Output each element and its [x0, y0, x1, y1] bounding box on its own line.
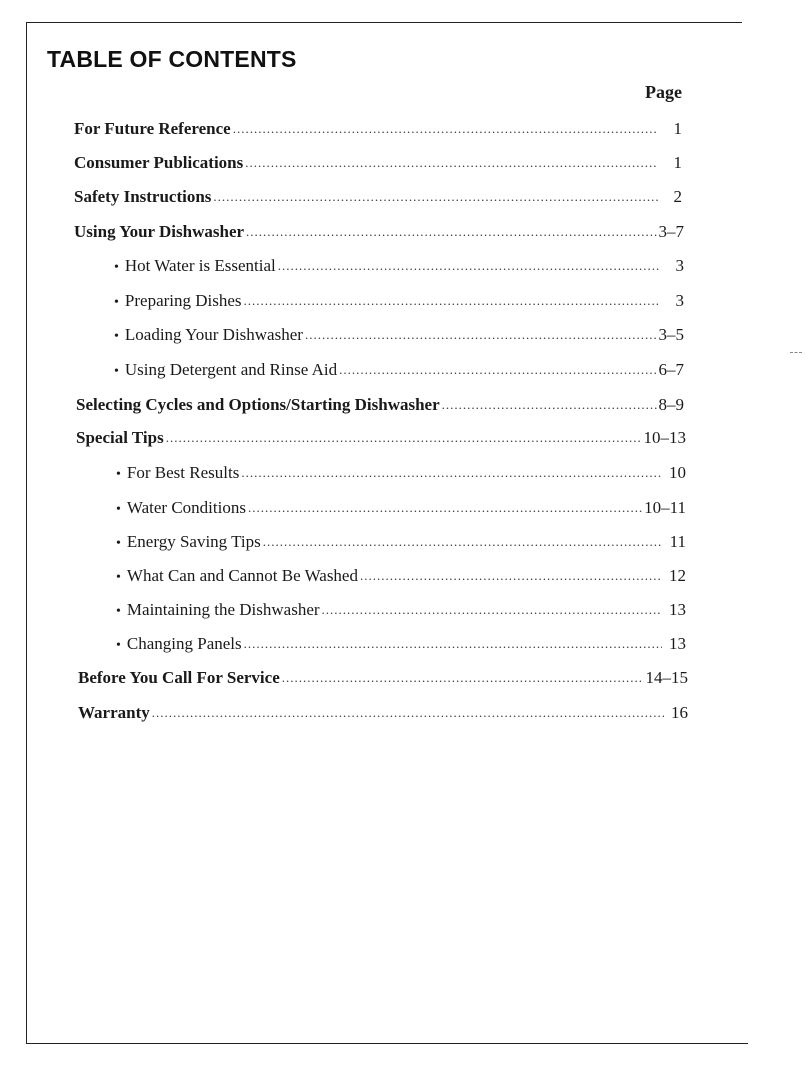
dot-leader	[244, 632, 662, 656]
dot-leader	[233, 117, 658, 141]
toc-entry-label: Safety Instructions	[74, 187, 212, 206]
toc-entry-using-detergent-and-rinse-aid[interactable]	[114, 358, 684, 382]
toc-entry-page: 11	[669, 532, 686, 551]
toc-entry-using-your-dishwasher[interactable]	[74, 220, 684, 244]
toc-entry-water-conditions[interactable]	[116, 496, 686, 520]
toc-entry-label: Energy Saving Tips	[126, 532, 261, 551]
bullet-icon: •	[114, 295, 119, 310]
toc-entry-page: 8–9	[658, 395, 684, 414]
bullet-icon: •	[116, 604, 121, 619]
toc-entry-label: Changing Panels	[126, 634, 242, 653]
toc-entry-selecting-cycles-and-options[interactable]	[76, 393, 684, 417]
dot-leader	[213, 185, 658, 209]
dot-leader	[241, 461, 662, 485]
toc-entry-page: 13	[669, 634, 686, 653]
toc-entry-what-can-and-cannot-be-washed[interactable]	[116, 564, 686, 588]
toc-entry-page: 3–5	[658, 325, 684, 344]
toc-entry-page: 1	[673, 119, 682, 138]
bullet-icon: •	[116, 536, 121, 551]
toc-entry-label: Using Detergent and Rinse Aid	[124, 360, 338, 379]
toc-entry-label: Hot Water is Essential	[124, 256, 276, 275]
dot-leader	[339, 358, 656, 382]
dot-leader	[322, 598, 662, 622]
toc-entry-page: 13	[669, 600, 686, 619]
toc-entry-label: Preparing Dishes	[124, 291, 242, 310]
dot-leader	[278, 254, 660, 278]
toc-entry-safety-instructions[interactable]	[74, 185, 682, 209]
toc-entry-label: Using Your Dishwasher	[74, 222, 245, 241]
toc-entry-label: What Can and Cannot Be Washed	[126, 566, 358, 585]
toc-entry-label: Loading Your Dishwasher	[124, 325, 303, 344]
dot-leader	[246, 220, 656, 244]
dot-leader	[244, 289, 660, 313]
toc-entry-page: 10–13	[643, 428, 686, 447]
dot-leader	[248, 496, 642, 520]
toc-entry-hot-water-is-essential[interactable]	[114, 254, 684, 278]
page-column-header: Page	[645, 82, 682, 102]
toc-entry-label: Special Tips	[76, 428, 164, 447]
toc-entry-changing-panels[interactable]	[116, 632, 686, 656]
toc-entry-energy-saving-tips[interactable]	[116, 530, 686, 554]
toc-entry-label: Selecting Cycles and Options/Starting Dishwasher	[76, 395, 440, 414]
toc-entry-label: For Best Results	[126, 463, 240, 482]
dot-leader	[152, 701, 664, 725]
toc-entry-page: 6–7	[658, 360, 684, 379]
toc-entry-warranty[interactable]	[78, 701, 688, 725]
bullet-icon: •	[114, 329, 119, 344]
toc-entry-preparing-dishes[interactable]	[114, 289, 684, 313]
toc-entry-label: For Future Reference	[74, 119, 231, 138]
dot-leader	[282, 666, 644, 690]
toc-entry-page: 10	[669, 463, 686, 482]
toc-entry-for-future-reference[interactable]	[74, 117, 682, 141]
toc-entry-page: 3	[675, 291, 684, 310]
toc-entry-for-best-results[interactable]	[116, 461, 686, 485]
toc-entry-special-tips[interactable]	[76, 426, 686, 450]
bullet-icon: •	[114, 260, 119, 275]
dot-leader	[245, 151, 658, 175]
toc-entry-page: 10–11	[644, 498, 686, 517]
dot-leader	[166, 426, 642, 450]
toc-entry-loading-your-dishwasher[interactable]	[114, 323, 684, 347]
bullet-icon: •	[116, 638, 121, 653]
page-title: TABLE OF CONTENTS	[47, 46, 297, 72]
toc-entry-page: 2	[673, 187, 682, 206]
toc-entry-label: Water Conditions	[126, 498, 246, 517]
toc-entry-label: Warranty	[78, 703, 150, 722]
toc-entry-page: 3	[675, 256, 684, 275]
dot-leader	[360, 564, 662, 588]
toc-entry-page: 16	[671, 703, 688, 722]
dot-leader	[305, 323, 657, 347]
toc-entry-label: Consumer Publications	[74, 153, 244, 172]
toc-entry-page: 12	[669, 566, 686, 585]
toc-entry-maintaining-the-dishwasher[interactable]	[116, 598, 686, 622]
bullet-icon: •	[116, 467, 121, 482]
toc-entry-label: Maintaining the Dishwasher	[126, 600, 320, 619]
dot-leader	[442, 393, 657, 417]
bullet-icon: •	[116, 502, 121, 517]
toc-entry-page: 1	[673, 153, 682, 172]
toc-entry-consumer-publications[interactable]	[74, 151, 682, 175]
dot-leader	[263, 530, 662, 554]
toc-entry-page: 3–7	[658, 222, 684, 241]
bullet-icon: •	[114, 364, 119, 379]
toc-entry-page: 14–15	[645, 668, 688, 687]
toc-entry-label: Before You Call For Service	[78, 668, 280, 687]
toc-entry-before-you-call-for-service[interactable]	[78, 666, 688, 690]
bullet-icon: •	[116, 570, 121, 585]
